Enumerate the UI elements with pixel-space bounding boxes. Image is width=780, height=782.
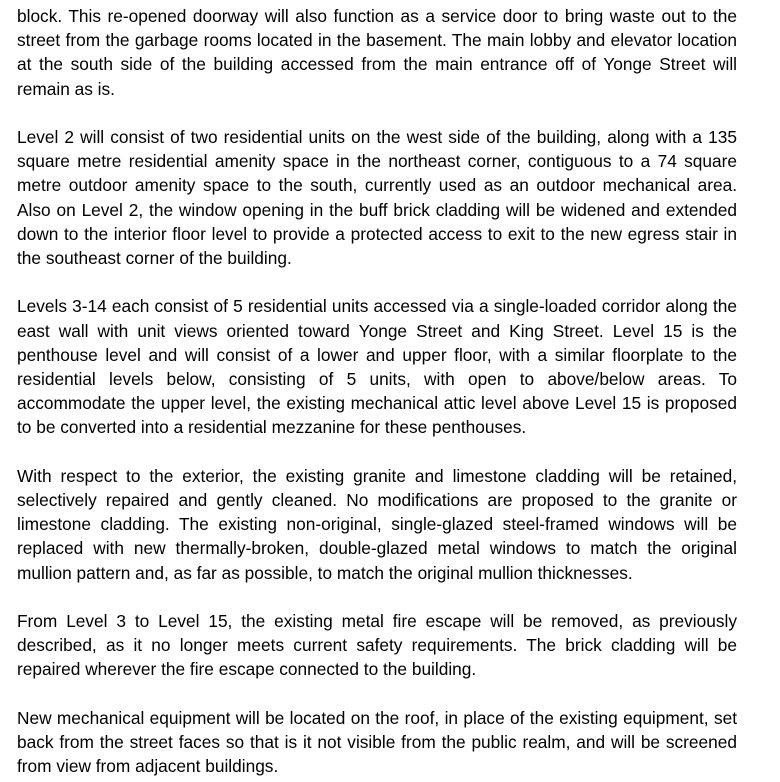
paragraph-fire-escape: From Level 3 to Level 15, the existing metal fire escape will be removed, as previously described, as it no longer meets current safety requirements. The brick cladding will be repaired wherever the fire escape connected to the building. xyxy=(17,611,737,680)
paragraph-levels-3-15: Levels 3-14 each consist of 5 residential units accessed via a single-loaded corridor along the east wall with unit views oriented toward Yonge Street and King Street. Level 15 is the penthouse level and will consist of a lower and upper floor, with a similar floorplate to the residential levels below, consisting of 5 units, with open to above/below areas. To accommodate the upper level, the existing mechanical attic level above Level 15 is proposed to be converted into a residential mezzanine for these penthouses. xyxy=(17,296,737,438)
paragraph-mechanical-equipment: New mechanical equipment will be located on the roof, in place of the existing equipment, set back from the street faces so that is it not visible from the public realm, and will be screened from view from adjacent buildings. xyxy=(17,707,737,777)
paragraph-level-2: Level 2 will consist of two residential units on the west side of the building, along with a 135 square metre residential amenity space in the northeast corner, contiguous to a 74 square metre outdoor amenity space to the south, currently used as an outdoor mechanical area. Also on Level 2, the window opening in the buff brick cladding will be widened and extended down to the interior floor level to provide a protected access to exit to the new egress stair in the southeast corner of the building. xyxy=(17,127,737,269)
document-body xyxy=(17,4,737,778)
paragraph-exterior-cladding: With respect to the exterior, the existing granite and limestone cladding will be retained, selectively repaired and gently cleaned. No modifications are proposed to the granite or limestone cladding. The existing non-original, single-glazed steel-framed windows will be replaced with new thermally-broken, double-glazed metal windows to match the original mullion pattern and, as far as possible, to match the original mullion thicknesses. xyxy=(17,465,737,583)
paragraph-lobby-access: block. This re-opened doorway will also function as a service door to bring waste out to the street from the garbage rooms located in the basement. The main lobby and elevator location at the south side of the building accessed from the main entrance off of Yonge Street will remain as is. xyxy=(17,6,737,99)
